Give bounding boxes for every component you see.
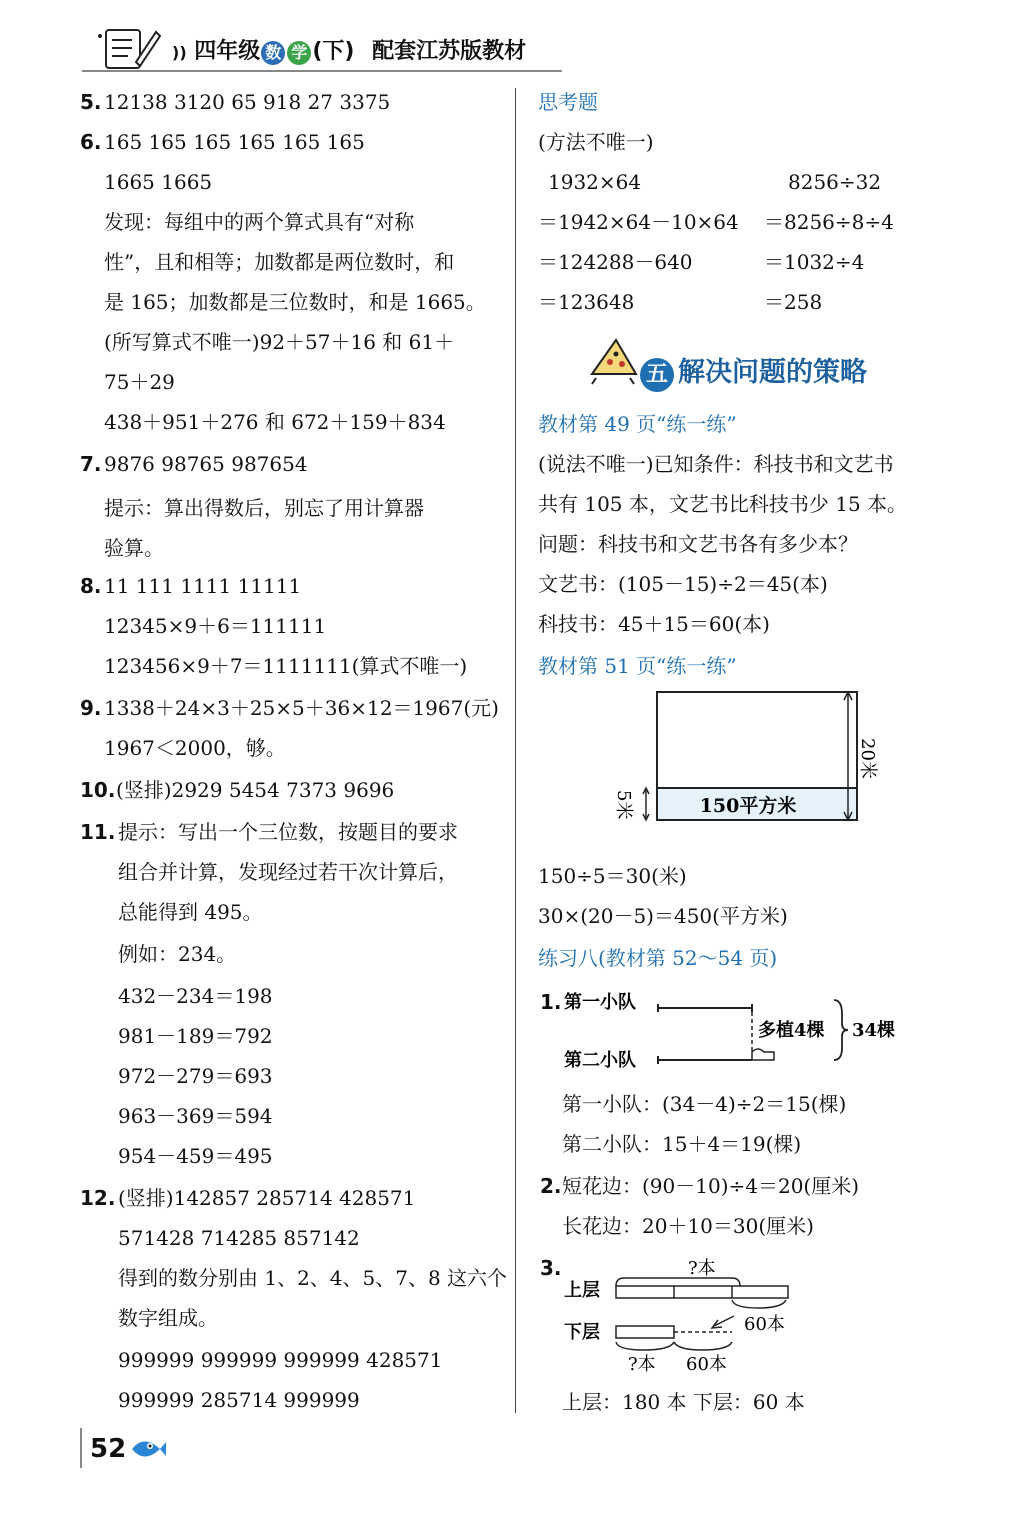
team2-label: 第二小队 bbox=[564, 1050, 636, 1071]
subject-badge-1: 数 bbox=[261, 41, 285, 65]
p51-line-1: 150÷5＝30(米) bbox=[538, 864, 687, 888]
p51-title: 教材第 51 页“练一练” bbox=[538, 654, 737, 678]
q6-example-3: 438＋951＋276 和 672＋159＋834 bbox=[104, 410, 446, 434]
p51-line-2: 30×(20－5)＝450(平方米) bbox=[538, 904, 788, 928]
q10-line1: (竖排)2929 5454 7373 9696 bbox=[116, 778, 395, 802]
q6-finding-3: 是 165；加数都是三位数时，和是 1665。 bbox=[104, 290, 486, 314]
diagram-height-label: 20米 bbox=[857, 738, 878, 779]
top-question-label: ?本 bbox=[688, 1258, 716, 1279]
q12-line1: (竖排)142857 285714 428571 bbox=[118, 1186, 416, 1210]
bookshelf-diagram bbox=[562, 1254, 812, 1374]
calc-b-3: ＝1032÷4 bbox=[764, 250, 865, 274]
bottom-question-label: ?本 bbox=[628, 1354, 656, 1374]
q9-number: 9. bbox=[80, 696, 102, 720]
calc-a-4: ＝123648 bbox=[538, 290, 635, 314]
q8-line3: 123456×9＋7＝1111111(算式不唯一) bbox=[104, 654, 468, 678]
q6-finding-2: 性”，且和相等；加数都是两位数时，和 bbox=[104, 250, 455, 274]
q11-calc-1: 432－234＝198 bbox=[118, 984, 273, 1008]
exercise8-title: 练习八(教材第 52～54 页) bbox=[538, 946, 778, 970]
q7-number: 7. bbox=[80, 452, 102, 476]
q12-note-1: 得到的数分别由 1、2、4、5、7、8 这六个 bbox=[118, 1266, 508, 1290]
q11-calc-2: 981－189＝792 bbox=[118, 1024, 273, 1048]
ex8-q3-number: 3. bbox=[540, 1256, 562, 1280]
ex8-q1-answer-2: 第二小队：15＋4＝19(棵) bbox=[562, 1132, 802, 1156]
header-underline bbox=[82, 70, 562, 72]
tree-planting-diagram bbox=[562, 988, 912, 1072]
calc-a-3: ＝124288－640 bbox=[538, 250, 693, 274]
q6-example-2: 75＋29 bbox=[104, 370, 175, 394]
ex8-q2-answer-2: 长花边：20＋10＝30(厘米) bbox=[562, 1214, 814, 1238]
sixty-label-a: 60本 bbox=[744, 1314, 785, 1335]
q11-number: 11. bbox=[80, 820, 116, 844]
calc-a-1: 1932×64 bbox=[548, 170, 642, 194]
p49-title: 教材第 49 页“练一练” bbox=[538, 412, 737, 436]
q11-calc-5: 954－459＝495 bbox=[118, 1144, 273, 1168]
page-number: 52 bbox=[90, 1434, 127, 1464]
ex8-q2-answer-1: 短花边：(90－10)÷4＝20(厘米) bbox=[562, 1174, 860, 1198]
section-number-badge: 五 bbox=[640, 358, 674, 392]
page-header bbox=[82, 22, 562, 74]
q5-number: 5. bbox=[80, 90, 102, 114]
q12-number: 12. bbox=[80, 1186, 116, 1210]
q9-line2: 1967＜2000，够。 bbox=[104, 736, 286, 760]
q6-example-1: (所写算式不唯一)92＋57＋16 和 61＋ bbox=[104, 330, 455, 354]
q12-note-2: 数字组成。 bbox=[118, 1306, 218, 1330]
sound-wave-icon: )) bbox=[172, 43, 187, 62]
sixty-label-b: 60本 bbox=[686, 1354, 727, 1374]
q6-line1: 165 165 165 165 165 165 bbox=[104, 130, 365, 154]
q8-number: 8. bbox=[80, 574, 102, 598]
q8-line2: 12345×9＋6＝111111 bbox=[104, 614, 327, 638]
diagram-strip-label: 5米 bbox=[613, 790, 634, 820]
upper-shelf-label: 上层 bbox=[564, 1280, 600, 1301]
p49-line-1: (说法不唯一)已知条件：科技书和文艺书 bbox=[538, 452, 894, 476]
q7-answers: 9876 98765 987654 bbox=[104, 452, 308, 476]
q12-line3: 999999 999999 999999 428571 bbox=[118, 1348, 443, 1372]
calc-b-1: 8256÷32 bbox=[788, 170, 882, 194]
q5-answers: 12138 3120 65 918 27 3375 bbox=[104, 90, 391, 114]
section-heading bbox=[640, 350, 867, 392]
lower-shelf-label: 下层 bbox=[564, 1322, 600, 1343]
q10-number: 10. bbox=[80, 778, 116, 802]
p49-line-3: 问题：科技书和文艺书各有多少本？ bbox=[538, 532, 858, 556]
calc-a-2: ＝1942×64－10×64 bbox=[538, 210, 739, 234]
more-trees-label: 多植4棵 bbox=[758, 1020, 825, 1041]
q8-line1: 11 111 1111 11111 bbox=[104, 574, 302, 598]
fish-mascot-icon bbox=[128, 1432, 168, 1466]
q6-finding-1: 发现：每组中的两个算式具有“对称 bbox=[104, 210, 415, 234]
q12-line4: 999999 285714 999999 bbox=[118, 1388, 360, 1412]
pizza-mascot-icon bbox=[586, 334, 642, 386]
team1-label: 第一小队 bbox=[564, 992, 636, 1013]
think-note: (方法不唯一) bbox=[538, 130, 654, 154]
term-label: (下) bbox=[312, 39, 355, 64]
q11-hint-2: 组合并计算，发现经过若干次计算后， bbox=[118, 860, 458, 884]
q11-hint-3: 总能得到 495。 bbox=[118, 900, 263, 924]
notebook-pencil-icon bbox=[92, 22, 162, 74]
calc-b-4: ＝258 bbox=[764, 290, 823, 314]
q6-line2: 1665 1665 bbox=[104, 170, 213, 194]
q6-number: 6. bbox=[80, 130, 102, 154]
section-title: 解决问题的策略 bbox=[678, 357, 867, 388]
total-trees-label: 34棵 bbox=[852, 1020, 896, 1041]
calc-b-2: ＝8256÷8÷4 bbox=[764, 210, 894, 234]
q12-line2: 571428 714285 857142 bbox=[118, 1226, 360, 1250]
footer-left-rule bbox=[80, 1428, 82, 1468]
q11-calc-4: 963－369＝594 bbox=[118, 1104, 273, 1128]
think-title: 思考题 bbox=[538, 90, 598, 114]
q7-hint-2: 验算。 bbox=[104, 536, 164, 560]
p49-line-5: 科技书：45＋15＝60(本) bbox=[538, 612, 770, 636]
ex8-q1-answer-1: 第一小队：(34－4)÷2＝15(棵) bbox=[562, 1092, 847, 1116]
q11-example: 例如：234。 bbox=[118, 942, 237, 966]
edition-label: 配套江苏版教材 bbox=[372, 39, 527, 64]
q11-hint-1: 提示：写出一个三位数，按题目的要求 bbox=[118, 820, 458, 844]
subject-badge-2: 学 bbox=[287, 41, 311, 65]
ex8-q1-number: 1. bbox=[540, 990, 562, 1014]
diagram-area-label: 150平方米 bbox=[699, 795, 797, 817]
q7-hint-1: 提示：算出得数后，别忘了用计算器 bbox=[104, 496, 424, 520]
garden-area-diagram bbox=[600, 686, 890, 826]
column-divider bbox=[515, 88, 516, 1413]
q9-line1: 1338＋24×3＋25×5＋36×12＝1967(元) bbox=[104, 696, 499, 720]
p49-line-2: 共有 105 本，文艺书比科技书少 15 本。 bbox=[538, 492, 908, 516]
q11-calc-3: 972－279＝693 bbox=[118, 1064, 273, 1088]
ex8-q2-number: 2. bbox=[540, 1174, 562, 1198]
p49-line-4: 文艺书：(105－15)÷2＝45(本) bbox=[538, 572, 828, 596]
grade-label: 四年级 bbox=[194, 39, 261, 64]
ex8-q3-answer: 上层：180 本 下层：60 本 bbox=[562, 1390, 805, 1414]
